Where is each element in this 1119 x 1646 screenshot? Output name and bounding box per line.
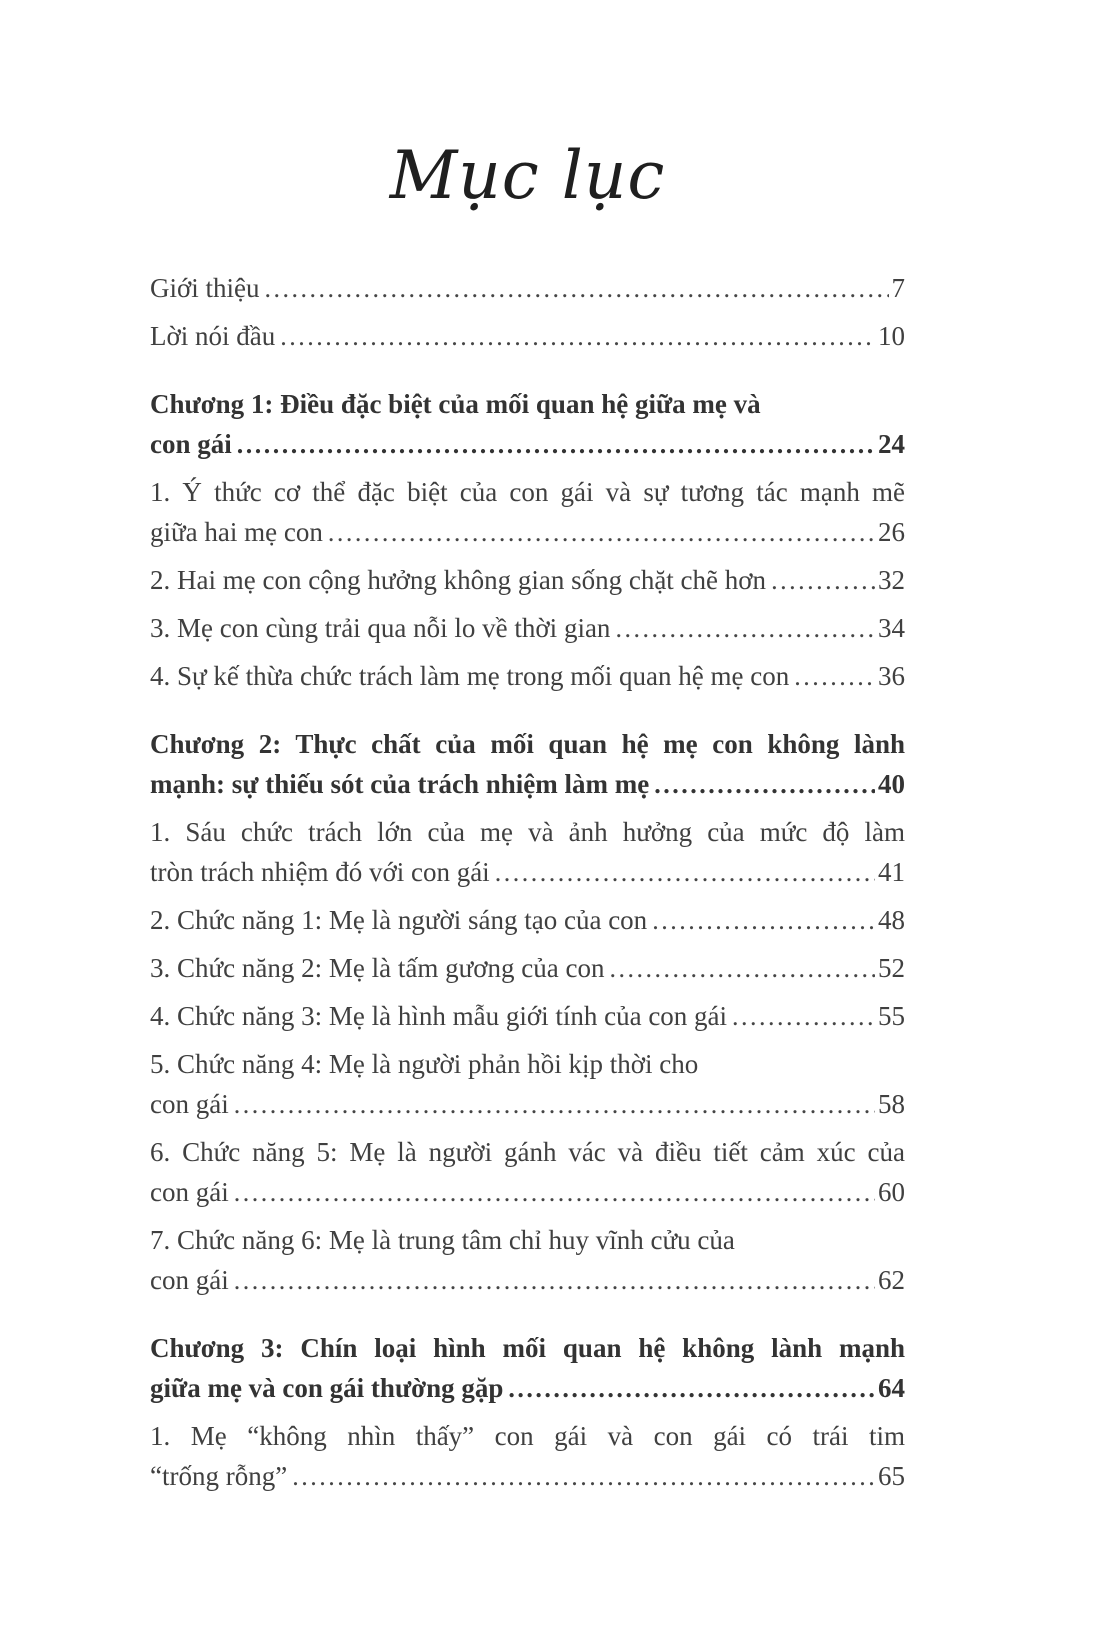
entry-title: 2. Chức năng 1: Mẹ là người sáng tạo của con bbox=[150, 904, 648, 935]
entry-page-number: 52 bbox=[878, 952, 905, 983]
toc-entry bbox=[150, 268, 905, 309]
entry-title-line: Chương 1: Điều đặc biệt của mối quan hệ giữa mẹ và bbox=[150, 388, 761, 419]
entry-title: Lời nói đầu bbox=[150, 320, 276, 351]
entry-title: 3. Chức năng 2: Mẹ là tấm gương của con bbox=[150, 952, 605, 983]
entry-title: giữa mẹ và con gái thường gặp bbox=[150, 1372, 504, 1403]
dot-leader bbox=[652, 900, 875, 941]
entry-page-number: 10 bbox=[878, 320, 905, 351]
entry-title: tròn trách nhiệm đó với con gái bbox=[150, 856, 490, 887]
entry-page-number: 34 bbox=[878, 612, 905, 643]
entry-title-line: Chương 2: Thực chất của mối quan hệ mẹ con không lành bbox=[150, 728, 905, 759]
entry-page-number: 65 bbox=[878, 1460, 905, 1491]
toc-chapter-entry bbox=[150, 384, 905, 465]
dot-leader bbox=[328, 512, 875, 553]
entry-title-line: 7. Chức năng 6: Mẹ là trung tâm chỉ huy vĩnh cửu của bbox=[150, 1224, 735, 1255]
toc-chapter-entry bbox=[150, 1328, 905, 1409]
toc-chapter-entry bbox=[150, 724, 905, 805]
entry-page-number: 40 bbox=[878, 768, 905, 799]
dot-leader bbox=[732, 996, 875, 1037]
entry-title: 3. Mẹ con cùng trải qua nỗi lo về thời gian bbox=[150, 612, 611, 643]
entry-title: con gái bbox=[150, 1088, 229, 1119]
entry-title: con gái bbox=[150, 1176, 229, 1207]
page-title: Mục lục bbox=[389, 137, 666, 214]
entry-title: 2. Hai mẹ con cộng hưởng không gian sống chặt chẽ hơn bbox=[150, 564, 767, 595]
dot-leader bbox=[654, 764, 875, 805]
toc-entry bbox=[150, 948, 905, 989]
dot-leader bbox=[237, 424, 875, 465]
entry-page-number: 26 bbox=[878, 516, 905, 547]
entry-page-number: 36 bbox=[878, 660, 905, 691]
entry-page-number: 24 bbox=[878, 428, 905, 459]
entry-page-number: 7 bbox=[891, 272, 905, 303]
entry-title: mạnh: sự thiếu sót của trách nhiệm làm mẹ bbox=[150, 768, 650, 799]
table-of-contents bbox=[150, 268, 905, 1497]
entry-title-line: 5. Chức năng 4: Mẹ là người phản hồi kịp thời cho bbox=[150, 1048, 699, 1079]
toc-entry bbox=[150, 812, 905, 893]
entry-page-number: 58 bbox=[878, 1088, 905, 1119]
toc-entry bbox=[150, 608, 905, 649]
toc-entry bbox=[150, 1416, 905, 1497]
entry-title: “trống rỗng” bbox=[150, 1460, 288, 1491]
entry-page-number: 60 bbox=[878, 1176, 905, 1207]
toc-entry bbox=[150, 900, 905, 941]
entry-title: 4. Chức năng 3: Mẹ là hình mẫu giới tính của con gái bbox=[150, 1000, 728, 1031]
entry-title-line: Chương 3: Chín loại hình mối quan hệ không lành mạnh bbox=[150, 1332, 905, 1363]
toc-entry bbox=[150, 316, 905, 357]
dot-leader bbox=[234, 1084, 875, 1125]
entry-title: 4. Sự kế thừa chức trách làm mẹ trong mối quan hệ mẹ con bbox=[150, 660, 790, 691]
toc-entry bbox=[150, 1044, 905, 1125]
dot-leader bbox=[495, 852, 875, 893]
dot-leader bbox=[794, 656, 875, 697]
toc-entry bbox=[150, 472, 905, 553]
entry-page-number: 32 bbox=[878, 564, 905, 595]
entry-title-line: 1. Ý thức cơ thể đặc biệt của con gái và sự tương tác mạnh mẽ bbox=[150, 476, 905, 507]
entry-title-line: 1. Sáu chức trách lớn của mẹ và ảnh hưởng của mức độ làm bbox=[150, 816, 905, 847]
dot-leader bbox=[234, 1172, 875, 1213]
entry-page-number: 48 bbox=[878, 904, 905, 935]
dot-leader bbox=[280, 316, 875, 357]
dot-leader bbox=[771, 560, 875, 601]
entry-page-number: 55 bbox=[878, 1000, 905, 1031]
dot-leader bbox=[292, 1456, 875, 1497]
dot-leader bbox=[609, 948, 875, 989]
entry-title: con gái bbox=[150, 1264, 229, 1295]
dot-leader bbox=[508, 1368, 875, 1409]
dot-leader bbox=[615, 608, 875, 649]
toc-entry bbox=[150, 996, 905, 1037]
entry-title: giữa hai mẹ con bbox=[150, 516, 323, 547]
entry-title: con gái bbox=[150, 428, 232, 459]
entry-title: Giới thiệu bbox=[150, 272, 260, 303]
toc-entry bbox=[150, 560, 905, 601]
entry-page-number: 62 bbox=[878, 1264, 905, 1295]
toc-entry bbox=[150, 656, 905, 697]
dot-leader bbox=[265, 268, 889, 309]
dot-leader bbox=[234, 1260, 875, 1301]
entry-title-line: 6. Chức năng 5: Mẹ là người gánh vác và điều tiết cảm xúc của bbox=[150, 1136, 905, 1167]
entry-title-line: 1. Mẹ “không nhìn thấy” con gái và con gái có trái tim bbox=[150, 1420, 905, 1451]
entry-page-number: 41 bbox=[878, 856, 905, 887]
entry-page-number: 64 bbox=[878, 1372, 905, 1403]
toc-entry bbox=[150, 1220, 905, 1301]
toc-entry bbox=[150, 1132, 905, 1213]
